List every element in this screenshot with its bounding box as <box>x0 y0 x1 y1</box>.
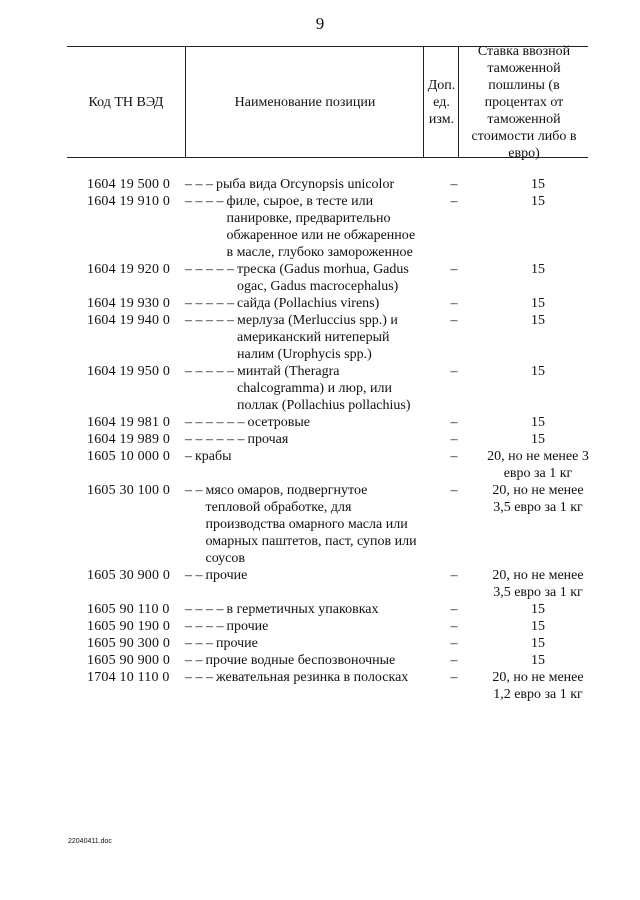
row-name: треска (Gadus morhua, Gadus ogac, Gadus macrocephalus) <box>237 262 409 294</box>
row-unit: – <box>450 194 458 209</box>
row-rate: 15 <box>531 262 545 277</box>
row-dashes: – – – <box>185 636 213 651</box>
table-row <box>87 482 587 567</box>
row-dashes: – – – – <box>185 194 224 209</box>
row-rate: 20, но не менее 3 евро за 1 кг <box>487 449 589 481</box>
row-unit: – <box>450 432 458 447</box>
row-code: 1605 10 000 0 <box>87 449 171 464</box>
row-rate: 15 <box>531 194 545 209</box>
row-name: прочие <box>205 568 248 583</box>
row-dashes: – – – <box>185 670 213 685</box>
row-rate: 15 <box>531 653 545 668</box>
row-name: прочие <box>226 619 269 634</box>
row-dashes: – – <box>185 653 203 668</box>
table-row <box>87 312 587 363</box>
row-code: 1605 30 900 0 <box>87 568 171 583</box>
header-name: Наименование позиции <box>185 47 424 157</box>
row-rate: 15 <box>531 432 545 447</box>
row-dashes: – – – – – – <box>185 415 245 430</box>
row-name: мясо омаров, подвергнутое тепловой обработке, для производства омарного масла или омарных паштетов, паст, супов или соусов <box>205 483 417 566</box>
row-code: 1604 19 920 0 <box>87 262 171 277</box>
table-row <box>87 431 587 448</box>
row-rate: 15 <box>531 619 545 634</box>
footer-filename: 22040411.doc <box>68 838 112 845</box>
row-code: 1604 19 989 0 <box>87 432 171 447</box>
table-row <box>87 176 587 193</box>
row-dashes: – – – <box>185 177 213 192</box>
row-dashes: – – – – – – <box>185 432 245 447</box>
row-code: 1704 10 110 0 <box>87 670 170 685</box>
row-unit: – <box>450 636 458 651</box>
row-code: 1604 19 940 0 <box>87 313 171 328</box>
row-name: жевательная резинка в полосках <box>216 670 409 685</box>
row-unit: – <box>450 262 458 277</box>
tariff-table-body <box>87 176 587 703</box>
row-code: 1605 90 110 0 <box>87 602 170 617</box>
table-row <box>87 414 587 431</box>
row-code: 1605 90 300 0 <box>87 636 171 651</box>
row-rate: 15 <box>531 415 545 430</box>
table-row <box>87 295 587 312</box>
row-rate: 15 <box>531 177 545 192</box>
row-name: в герметичных упаковках <box>226 602 379 617</box>
table-row <box>87 193 587 261</box>
row-name: крабы <box>195 449 232 464</box>
row-dashes: – – <box>185 568 203 583</box>
table-header <box>67 43 588 161</box>
table-row <box>87 363 587 414</box>
row-name: сайда (Pollachius virens) <box>237 296 380 311</box>
row-unit: – <box>450 449 458 464</box>
row-dashes: – – – – – <box>185 262 234 277</box>
row-rate: 15 <box>531 636 545 651</box>
table-row <box>87 261 587 295</box>
row-rate: 20, но не менее 1,2 евро за 1 кг <box>492 670 584 702</box>
row-code: 1605 90 900 0 <box>87 653 171 668</box>
row-name: рыба вида Orcynopsis unicolor <box>216 177 395 192</box>
row-dashes: – – – – <box>185 619 224 634</box>
row-unit: – <box>450 313 458 328</box>
row-code: 1604 19 981 0 <box>87 415 171 430</box>
table-row <box>87 618 587 635</box>
row-rate: 20, но не менее 3,5 евро за 1 кг <box>492 568 584 600</box>
row-unit: – <box>450 568 458 583</box>
table-row <box>87 635 587 652</box>
row-unit: – <box>450 364 458 379</box>
row-code: 1604 19 910 0 <box>87 194 171 209</box>
row-unit: – <box>450 483 458 498</box>
row-name: прочие водные беспозвоночные <box>205 653 396 668</box>
page-number: 9 <box>315 14 325 33</box>
row-dashes: – <box>185 449 192 464</box>
row-dashes: – – <box>185 483 203 498</box>
table-row <box>87 601 587 618</box>
row-code: 1604 19 950 0 <box>87 364 171 379</box>
row-dashes: – – – – – <box>185 364 234 379</box>
table-row <box>87 652 587 669</box>
row-rate: 20, но не менее 3,5 евро за 1 кг <box>492 483 584 515</box>
row-name: осетровые <box>247 415 310 430</box>
row-dashes: – – – – – <box>185 313 234 328</box>
row-name: минтай (Theragra chalcogramma) и люр, или поллак (Pollachius pollachius) <box>237 364 411 413</box>
table-row <box>87 448 587 482</box>
row-name: мерлуза (Merluccius spp.) и американский нитеперый налим (Urophycis spp.) <box>237 313 398 362</box>
row-unit: – <box>450 619 458 634</box>
row-rate: 15 <box>531 602 545 617</box>
row-name: прочие <box>216 636 258 651</box>
header-code: Код ТН ВЭД <box>88 94 164 110</box>
row-name: прочая <box>247 432 289 447</box>
row-code: 1604 19 500 0 <box>87 177 171 192</box>
row-code: 1605 30 100 0 <box>87 483 171 498</box>
row-unit: – <box>450 415 458 430</box>
row-rate: 15 <box>531 296 545 311</box>
row-unit: – <box>450 670 458 685</box>
row-rate: 15 <box>531 364 545 379</box>
row-code: 1605 90 190 0 <box>87 619 171 634</box>
row-unit: – <box>450 602 458 617</box>
row-code: 1604 19 930 0 <box>87 296 171 311</box>
row-unit: – <box>450 177 458 192</box>
row-dashes: – – – – <box>185 602 224 617</box>
header-rate: Ставка ввозной таможенной пошлины (в процентах от таможенной стоимости либо в евро) <box>458 47 589 157</box>
table-row <box>87 567 587 601</box>
table-row <box>87 669 587 703</box>
row-unit: – <box>450 296 458 311</box>
row-dashes: – – – – – <box>185 296 234 311</box>
header-unit: Доп. ед. изм. <box>423 47 459 157</box>
row-name: филе, сырое, в тесте или панировке, предварительно обжаренное или не обжаренное в масле, глубоко замороженное <box>226 194 416 260</box>
row-unit: – <box>450 653 458 668</box>
row-rate: 15 <box>531 313 545 328</box>
